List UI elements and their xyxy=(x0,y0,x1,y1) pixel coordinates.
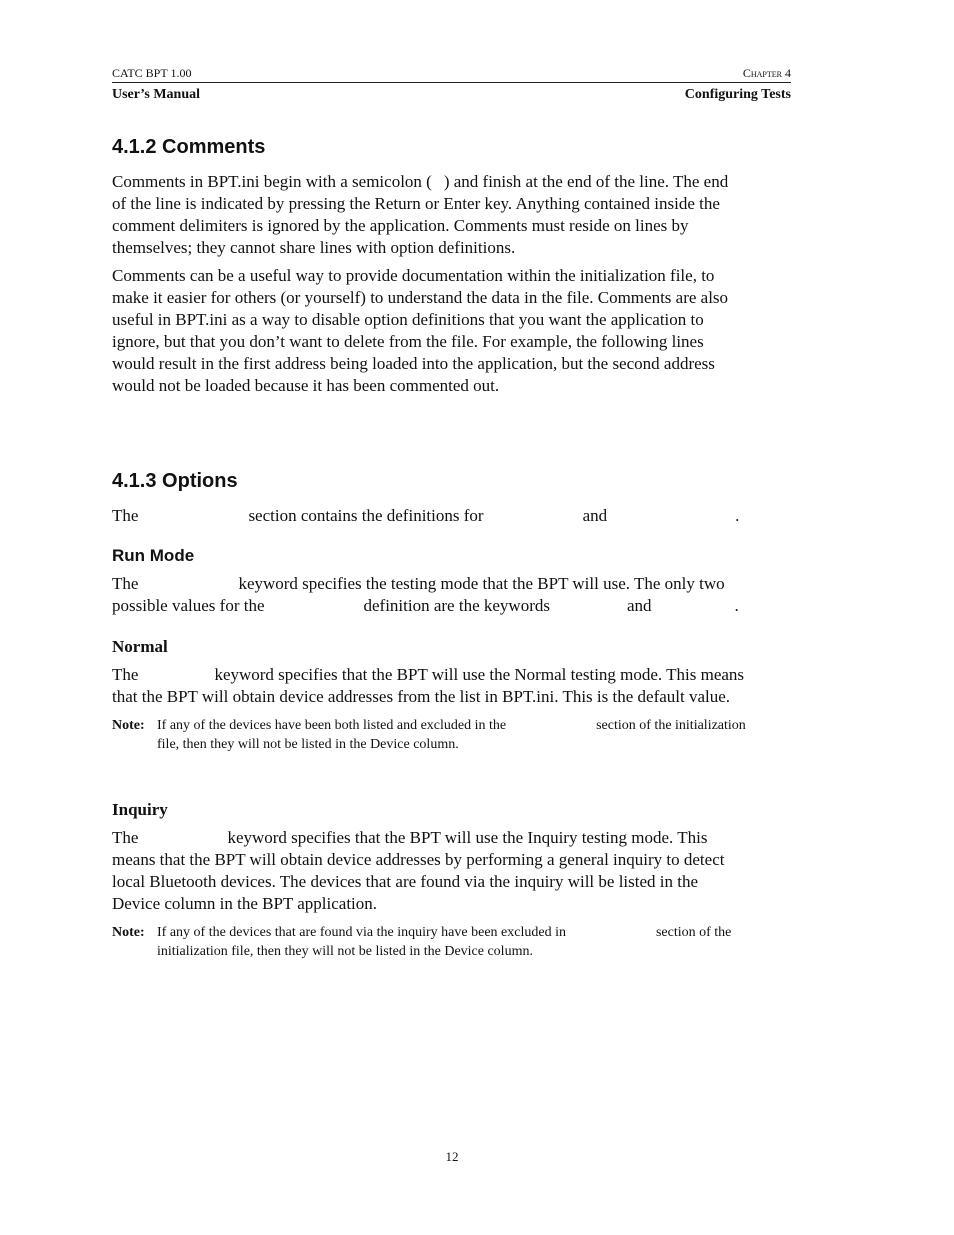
run-mode-l1b: keyword specifies the testing mode that the BPT will use. The only two xyxy=(238,574,725,593)
options-paragraph xyxy=(112,505,792,527)
inquiry-note-body xyxy=(157,923,792,961)
comments-p2-line1: Comments can be a useful way to provide documentation within the initialization file, to xyxy=(112,266,715,285)
inquiry-note-label: Note: xyxy=(112,925,145,940)
inquiry-l1b: keyword specifies that the BPT will use the Inquiry testing mode. This xyxy=(227,828,708,847)
comments-p2-line5: would result in the first address being loaded into the application, but the second address xyxy=(112,354,715,373)
comments-paragraph-2 xyxy=(112,265,792,397)
inquiry-l1a: The xyxy=(112,828,139,847)
normal-note xyxy=(112,716,792,756)
inquiry-l4: Device column in the BPT application. xyxy=(112,894,378,913)
options-text-b: section contains the definitions for xyxy=(248,506,484,525)
page-number: 12 xyxy=(445,1149,459,1164)
normal-l1a: The xyxy=(112,665,139,684)
comments-p2-line4: ignore, but that you don’t want to delete from the file. For example, the following lines xyxy=(112,332,704,351)
run-mode-l2d: . xyxy=(734,596,739,615)
normal-note-l1a: If any of the devices have been both listed and excluded in the xyxy=(157,718,507,733)
inquiry-l3: local Bluetooth devices. The devices that are found via the inquiry will be listed in the xyxy=(112,872,699,891)
section-heading-comments: 4.1.2 Comments xyxy=(112,136,266,158)
subheading-inquiry: Inquiry xyxy=(112,800,168,819)
comments-p2-line2: make it easier for others (or yourself) to understand the data in the file. Comments are also xyxy=(112,288,729,307)
section-heading-options: 4.1.3 Options xyxy=(112,470,238,492)
comments-p1-line3: comment delimiters is ignored by the application. Comments must reside on lines by xyxy=(112,216,689,235)
header-manual: User’s Manual xyxy=(112,87,201,102)
inquiry-note-l1a: If any of the devices that are found via the inquiry have been excluded in xyxy=(157,925,566,940)
comments-paragraph-1 xyxy=(112,171,792,259)
normal-l2: that the BPT will obtain device addresses from the list in BPT.ini. This is the default value. xyxy=(112,687,731,706)
inquiry-note-l2: initialization file, then they will not be listed in the Device column. xyxy=(157,944,533,959)
header-rule xyxy=(112,82,791,83)
inquiry-note xyxy=(112,923,792,963)
normal-note-l2: file, then they will not be listed in the Device column. xyxy=(157,737,459,752)
comments-p2-line3: useful in BPT.ini as a way to disable option definitions that you want the application to xyxy=(112,310,704,329)
run-mode-l1a: The xyxy=(112,574,139,593)
normal-l1b: keyword specifies that the BPT will use the Normal testing mode. This means xyxy=(214,665,745,684)
comments-p1-line1a: Comments in BPT.ini begin with a semicolon ( xyxy=(112,172,432,191)
run-mode-paragraph xyxy=(112,573,792,617)
normal-note-body xyxy=(157,716,792,754)
normal-paragraph xyxy=(112,664,792,708)
comments-p1-line2: of the line is indicated by pressing the Return or Enter key. Anything contained inside the xyxy=(112,194,720,213)
inquiry-paragraph xyxy=(112,827,792,915)
header-chapter: Chapter 4 xyxy=(742,66,791,80)
normal-note-label: Note: xyxy=(112,718,145,733)
run-mode-l2b: definition are the keywords xyxy=(363,596,550,615)
options-text-c: and xyxy=(582,506,608,525)
comments-p2-line6: would not be loaded because it has been commented out. xyxy=(112,376,500,395)
run-mode-l2a: possible values for the xyxy=(112,596,265,615)
subheading-normal: Normal xyxy=(112,637,168,656)
normal-note-l1b: section of the initialization xyxy=(596,718,746,733)
inquiry-note-l1b: section of the xyxy=(655,925,732,940)
run-mode-l2c: and xyxy=(626,596,652,615)
options-text-d: . xyxy=(735,506,740,525)
comments-p1-line4: themselves; they cannot share lines with option definitions. xyxy=(112,238,516,257)
header-section: Configuring Tests xyxy=(684,87,791,102)
header-product: CATC BPT 1.00 xyxy=(112,66,192,80)
options-text-a: The xyxy=(112,506,139,525)
comments-p1-line1b: ) and finish at the end of the line. The end xyxy=(443,172,729,191)
subheading-run-mode: Run Mode xyxy=(112,546,195,565)
inquiry-l2: means that the BPT will obtain device addresses by performing a general inquiry to detect xyxy=(112,850,725,869)
